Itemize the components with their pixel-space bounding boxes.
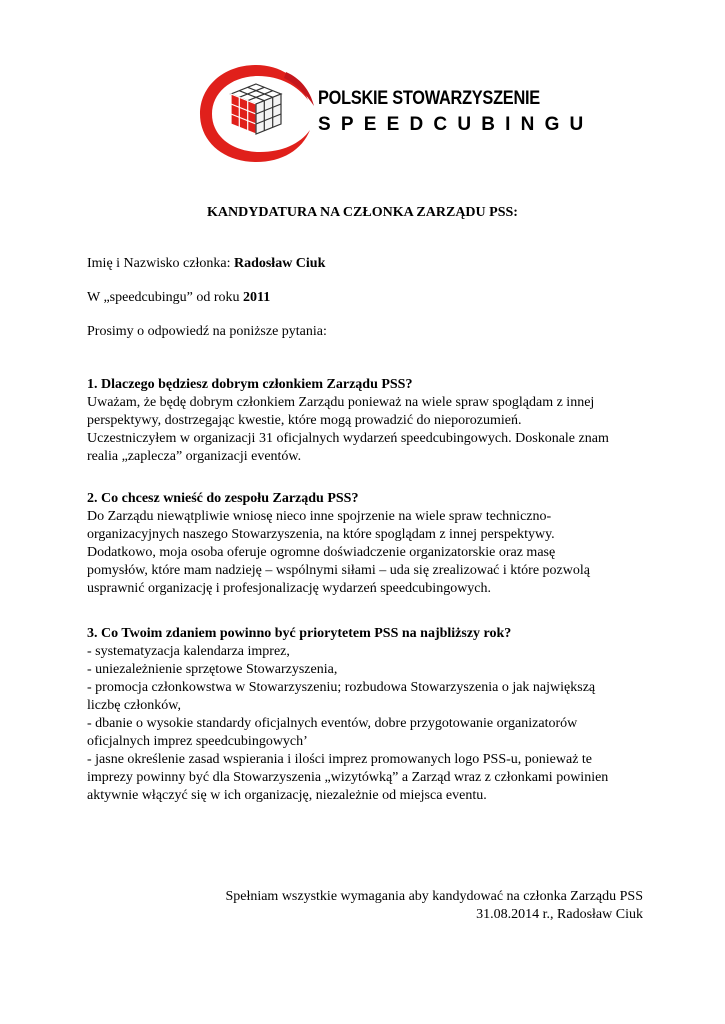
closing-signature [225,888,643,924]
answer-3-line: imprezy powinny być dla Stowarzyszenia „wizytówką” a Zarząd wraz z członkami powinien [87,770,609,785]
answer-1-line: Uczestniczyłem w organizacji 31 oficjalnych wydarzeń speedcubingowych. Doskonale znam [87,431,609,446]
answer-3-line: - dbanie o wysokie standardy oficjalnych eventów, dobre przygotowanie organizatorów [87,716,578,731]
date-and-signature: 31.08.2014 r., Radosław Ciuk [476,907,643,922]
member-since-year: 2011 [243,290,271,305]
answer-3-line: aktywnie włączyć się w ich organizację, niezależnie od miejsca eventu. [87,788,487,803]
answer-3-line: - uniezależnienie sprzętowe Stowarzyszenia, [87,662,338,677]
answer-2-line: usprawnić organizację i profesjonalizację wydarzeń speedcubingowych. [87,581,492,596]
answer-2-line: Do Zarządu niewątpliwie wniosę nieco inne spojrzenie na wiele spraw techniczno- [87,509,552,524]
document-title: KANDYDATURA NA CZŁONKA ZARZĄDU PSS: [207,205,518,220]
member-name-line [87,255,325,273]
answer-2-line: pomysłów, które mam nadzieję – wspólnymi siłami – uda się zrealizować i które pozwolą [87,563,590,578]
logo-text-line2: SPEEDCUBINGU [318,114,594,135]
member-since-label: W „speedcubingu” od roku [87,290,244,305]
answer-3-line: - systematyzacja kalendarza imprez, [87,644,290,659]
answer-3-line: - jasne określenie zasad wspierania i ilości imprez promowanych logo PSS-u, ponieważ te [87,752,593,767]
rubiks-cube-icon [196,62,318,164]
member-name-value: Radosław Ciuk [233,256,326,271]
answer-1-line: Uważam, że będę dobrym członkiem Zarządu ponieważ na wiele spraw spoglądam z innej [87,395,595,410]
pss-logo [196,62,594,164]
question-1-heading: 1. Dlaczego będziesz dobrym członkiem Zarządu PSS? [87,377,413,392]
question-1-section [87,376,647,466]
member-name-label: Imię i Nazwisko członka: [87,256,234,271]
answer-3-line: - promocja członkowstwa w Stowarzyszeniu; rozbudowa Stowarzyszenia o jak największą [87,680,596,695]
closing-statement: Spełniam wszystkie wymagania aby kandydować na członka Zarządu PSS [225,889,643,904]
answer-2-line: Dodatkowo, moja osoba oferuje ogromne doświadczenie organizatorskie oraz masę [87,545,556,560]
question-3-section [87,625,647,805]
request-line: Prosimy o odpowiedź na poniższe pytania: [87,324,327,339]
answer-1-line: realia „zaplecza” organizacji eventów. [87,449,302,464]
answer-1-line: perspektywy, dostrzegając kwestie, które mogą prowadzić do nieporozumień. [87,413,522,428]
question-2-heading: 2. Co chcesz wnieść do zespołu Zarządu PSS? [87,491,359,506]
answer-3-line: oficjalnych imprez speedcubingowych’ [87,734,308,749]
answer-3-line: liczbę członków, [87,698,181,713]
question-2-section [87,490,647,598]
answer-2-line: organizacyjnych naszego Stowarzyszenia, na które spoglądam z innej perspektywy. [87,527,555,542]
question-3-heading: 3. Co Twoim zdaniem powinno być priorytetem PSS na najbliższy rok? [87,626,512,641]
member-since-line [87,289,270,307]
logo-text-line1: POLSKIE STOWARZYSZENIE [318,88,540,109]
